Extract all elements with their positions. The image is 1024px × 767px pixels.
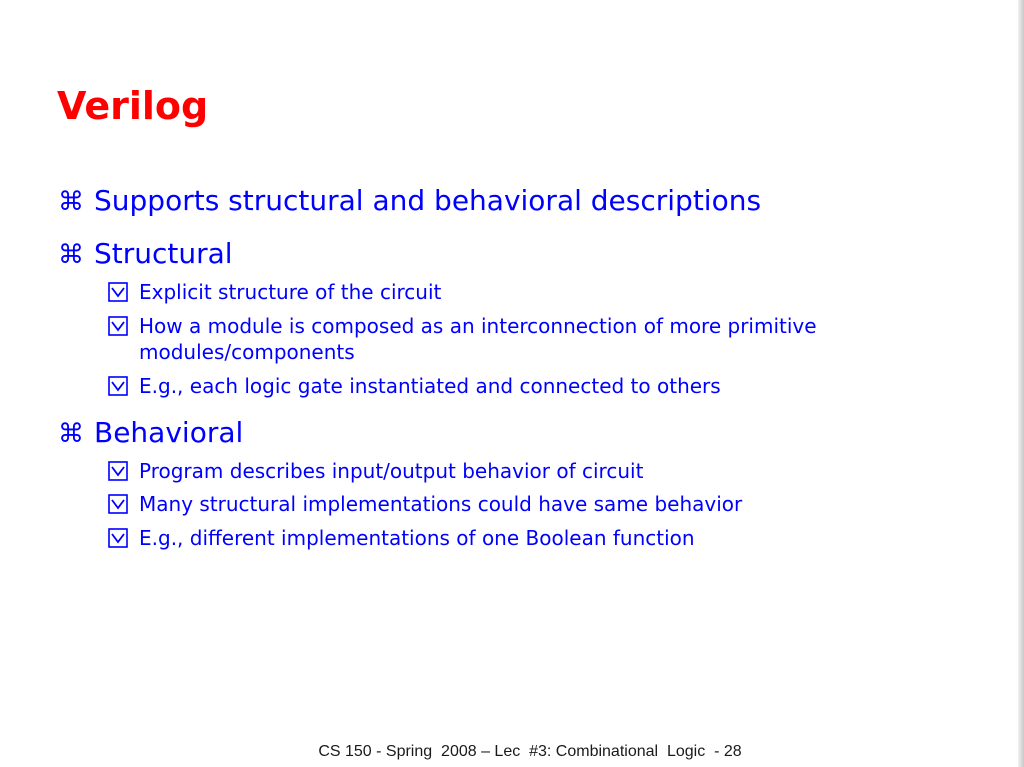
bullet-label: Behavioral xyxy=(94,416,244,449)
slide-title: Verilog xyxy=(57,84,209,128)
checked-box-icon xyxy=(108,494,128,514)
sub-bullet xyxy=(108,491,958,517)
sub-bullet xyxy=(108,458,958,484)
bullet-label: Structural xyxy=(94,237,233,270)
sub-bullet-text: How a module is composed as an interconnection of more primitive modules/components xyxy=(139,314,817,364)
sub-bullet xyxy=(108,313,958,365)
sub-bullet-text: Many structural implementations could have same behavior xyxy=(139,492,743,516)
checked-box-icon xyxy=(108,528,128,548)
sub-bullet xyxy=(108,525,958,551)
checked-box-icon xyxy=(108,316,128,336)
command-key-icon: ⌘ xyxy=(58,187,84,217)
bullet-label: Supports structural and behavioral descriptions xyxy=(94,184,762,217)
sub-bullet-text: E.g., each logic gate instantiated and connected to others xyxy=(139,374,721,398)
slide-edge-shadow xyxy=(1018,0,1024,767)
command-key-icon: ⌘ xyxy=(58,240,84,270)
bullet-supports xyxy=(58,181,761,222)
sub-bullet xyxy=(108,279,958,305)
sub-bullet-text: Program describes input/output behavior of circuit xyxy=(139,459,644,483)
sub-bullet xyxy=(108,373,958,399)
bullet-structural xyxy=(58,234,233,275)
sub-bullet-text: E.g., different implementations of one Boolean function xyxy=(139,526,695,550)
checked-box-icon xyxy=(108,461,128,481)
checked-box-icon xyxy=(108,282,128,302)
slide-footer: CS 150 - Spring 2008 – Lec #3: Combinational Logic - 28 xyxy=(318,743,742,760)
sub-bullet-text: Explicit structure of the circuit xyxy=(139,280,442,304)
command-key-icon: ⌘ xyxy=(58,419,84,449)
bullet-behavioral xyxy=(58,413,243,454)
checked-box-icon xyxy=(108,376,128,396)
